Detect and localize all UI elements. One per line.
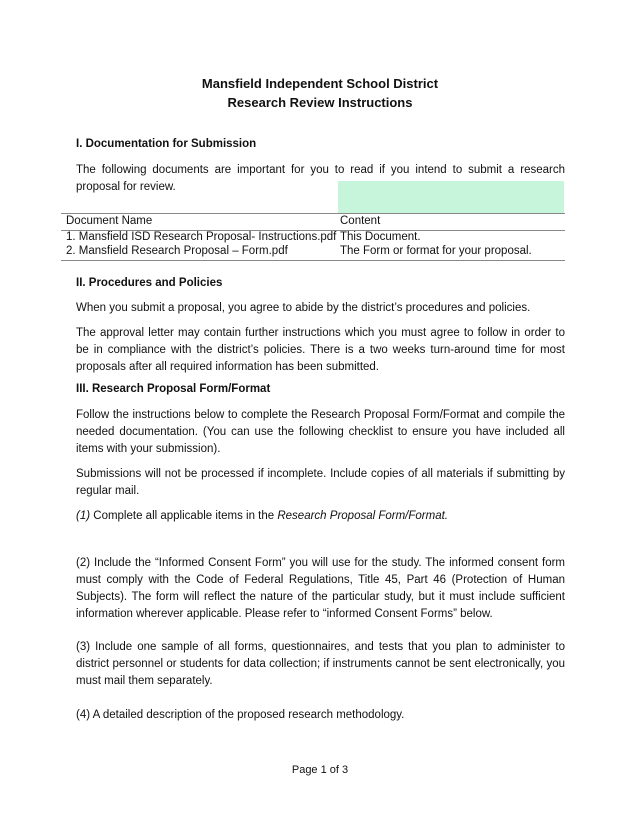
page-number: Page 1 of 3 — [291, 764, 349, 776]
table-row-1-name: 1. Mansfield ISD Research Proposal- Instructions.pdf — [66, 231, 337, 243]
item1-text: Complete all applicable items in the — [90, 510, 278, 522]
item1-number: (1) — [76, 510, 91, 522]
section1-heading: I. Documentation for Submission — [76, 138, 257, 150]
item1-emphasis: Research Proposal Form/Format. — [277, 510, 448, 522]
document-title-line2: Research Review Instructions — [227, 95, 413, 110]
section2-paragraph-1: When you submit a proposal, you agree to abide by the district’s procedures and policies. — [76, 302, 531, 314]
section2-paragraph-2: The approval letter may contain further instructions which you must agree to follow in order to be in compliance with the district’s policies. There is a two weeks turn-around time for most proposals after all required information has been submitted. — [76, 327, 565, 373]
checklist-item-4: (4) A detailed description of the proposed research methodology. — [76, 709, 405, 721]
section1-intro: The following documents are important for you to read if you intend to submit a research proposal for review. — [76, 164, 565, 193]
table-row-1-content: This Document. — [340, 231, 421, 243]
section3-paragraph-2: Submissions will not be processed if incomplete. Include copies of all materials if submitting by regular mail. — [76, 468, 565, 497]
checklist-item-1 — [76, 508, 565, 525]
table-header-document-name: Document Name — [66, 215, 153, 227]
table-row-2-name: 2. Mansfield Research Proposal – Form.pdf — [66, 245, 288, 257]
table-top-rule — [61, 213, 565, 214]
table-bottom-rule — [61, 260, 565, 261]
section3-heading: III. Research Proposal Form/Format — [76, 383, 271, 395]
section3-paragraph-1: Follow the instructions below to complete the Research Proposal Form/Format and compile the needed documentation. (You can use the following checklist to ensure you have included all items with your submission). — [76, 409, 565, 455]
checklist-item-3: (3) Include one sample of all forms, questionnaires, and tests that you plan to administer to district personnel or students for data collection; if instruments cannot be sent electronically, you must mail them separately. — [76, 641, 565, 687]
section2-heading: II. Procedures and Policies — [76, 277, 223, 289]
table-header-content: Content — [340, 215, 381, 227]
checklist-item-2: (2) Include the “Informed Consent Form” you will use for the study. The informed consent form must comply with the Code of Federal Regulations, Title 45, Part 46 (Protection of Human Subjects). The form will reflect the nature of the particular study, but it must include sufficient information wherever applicable. Please refer to “informed Consent Forms” below. — [76, 557, 565, 620]
document-title-line1: Mansfield Independent School District — [201, 76, 439, 91]
table-row-2-content: The Form or format for your proposal. — [340, 245, 532, 257]
